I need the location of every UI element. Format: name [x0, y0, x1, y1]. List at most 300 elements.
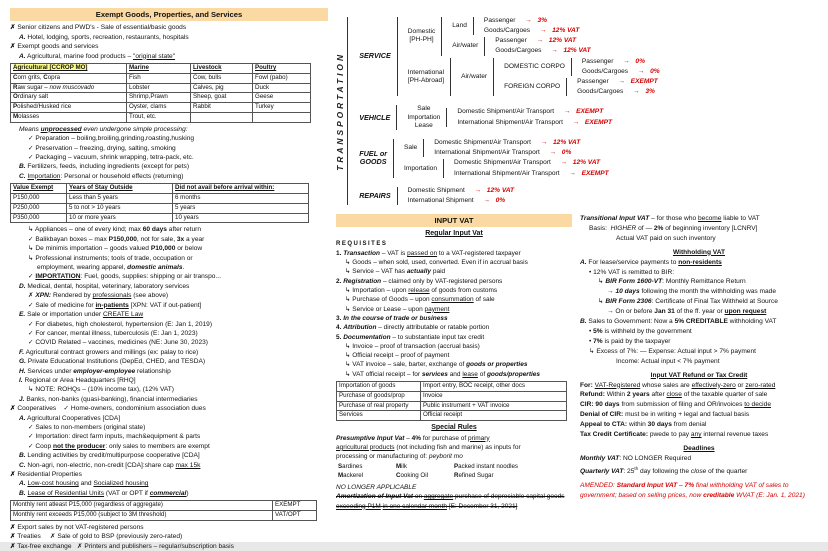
table-header-row — [11, 184, 309, 194]
table-cell: Invoice — [421, 391, 567, 401]
tree-label-line: Passenger — [483, 16, 516, 24]
text-line: ✗ Treaties ✗ Sale of gold to BSP (previously zero-rated) — [10, 533, 183, 541]
table-row — [11, 203, 309, 213]
table-row — [11, 511, 317, 521]
text-line: ✓ Sales to non-members (original state) — [28, 423, 146, 431]
exempt-intro-lines — [10, 23, 328, 61]
arrow-icon: → — [569, 169, 576, 177]
text-line: Denial of CIR: must be in writing + legal and factual basis — [580, 411, 750, 419]
arrow-icon: → — [536, 37, 544, 45]
exempt-section-title: Exempt Goods, Properties, and Services — [10, 8, 328, 21]
table-cell: Ordinary salt — [11, 93, 127, 103]
regular-input-vat-heading: Regular Input Vat — [425, 230, 483, 238]
table-cell: Duck — [253, 83, 311, 93]
tree-label-line: Domestic Shipment — [407, 186, 465, 194]
rate-value: 0% — [635, 57, 645, 65]
table-header-cell: Value Exempt — [11, 184, 67, 194]
table-cell: 6 months — [173, 194, 309, 204]
tree-children — [446, 108, 612, 126]
arrow-icon: → — [572, 118, 580, 126]
tree-label-line: FOREIGN CORPO — [504, 83, 561, 91]
text-line: A. For lease/service payments to non-residents — [580, 258, 722, 266]
tree-node — [403, 105, 612, 130]
table-cell: Less than 5 years — [67, 194, 173, 204]
table-cell: 10 years — [173, 213, 309, 223]
table-cell: Rabbit — [191, 103, 253, 113]
tree-label-line: Land — [452, 21, 467, 29]
text-line: ✗ Export sales by not VAT-registered persons — [10, 523, 144, 531]
tree-label — [430, 149, 544, 157]
table-row — [337, 382, 567, 392]
text-line: Withholding VAT — [672, 248, 726, 256]
rate-value: EXEMPT — [630, 77, 658, 85]
rate-value: 12% VAT — [548, 37, 577, 45]
tree-label — [578, 68, 632, 76]
tree-label — [355, 114, 394, 122]
table-cell: Import entry, BOC receipt, other docs — [421, 382, 567, 392]
tree-label-line: REPAIRS — [359, 190, 391, 200]
tree-label-line: International Shipment/Air Transport — [457, 118, 563, 126]
table-cell: Corn grits, Copra — [11, 73, 127, 83]
text-line: ✓ Preparation – boiling,broiling,grinding,roasting,husking — [28, 135, 195, 143]
tree-label — [450, 170, 564, 178]
tree-label — [480, 17, 520, 25]
table-cell: Importation of goods — [337, 382, 421, 392]
text-line: ✗ Tax-free exchange ✗ Printers and publishers – regular/subscription basis — [10, 542, 234, 550]
table-cell: Services — [337, 411, 421, 421]
tree-node — [480, 17, 579, 25]
table-cell: Fowl (pabo) — [253, 73, 311, 83]
table-cell: P150,000 — [11, 194, 67, 204]
tree-label-line: Air/water — [452, 42, 479, 50]
text-line: → On or before Jan 31 of the ff. year or upon request — [607, 308, 767, 316]
tree-label-line: [PH-Abroad] — [407, 76, 445, 84]
tree-label-line: Importation — [404, 164, 438, 172]
tree-label — [448, 22, 471, 30]
tree-node — [578, 68, 660, 76]
text-line: Means unprocessed even undergone simple processing: — [19, 125, 188, 133]
text-line: ✓ Coop not the producer: only sales to members are exempt — [28, 442, 210, 450]
table-header-cell: Years of Stay Outside — [67, 184, 173, 194]
text-line: ↳ Appliances – one of every kind; max 60 days after return — [28, 226, 202, 234]
table-header-cell: Did not avail before arrival within: — [173, 184, 309, 194]
rate-value: 12% VAT — [552, 26, 580, 34]
text-line: A. Low-cost housing and Socialized housing — [19, 480, 149, 488]
arrow-icon: → — [474, 186, 482, 194]
tree-label — [404, 187, 469, 195]
tree-node — [573, 78, 658, 86]
table-cell — [253, 113, 311, 123]
tree-label-line: Domestic Shipment/Air Transport — [457, 108, 555, 116]
text-line: agricultural products (not including fish and marine) as inputs for — [336, 443, 521, 451]
tree-label — [430, 139, 535, 147]
table-cell: Packed instant noodles — [454, 463, 518, 471]
table-cell: Turkey — [253, 103, 311, 113]
text-line: Monthly VAT: NO LONGER Required — [580, 454, 692, 462]
text-line: For: VAT-Registered whose sales are effectively-zero or zero-rated — [580, 381, 776, 389]
text-line: • 7% is paid by the taxpayer — [589, 337, 671, 345]
arrow-icon: → — [551, 47, 558, 55]
table-cell: Purchase of goods/prop — [337, 391, 421, 401]
text-line: ↳ VAT official receipt – for services and lease of goods/properties — [345, 370, 541, 378]
text-line: Tax Credit Certificate: pwede to pay any internal revenue taxes — [580, 431, 769, 439]
text-line: F. Agricultural contract growers and millings (ex: palay to rice) — [19, 348, 199, 356]
text-line: ✓ Preservation – freezing, drying, salting, smoking — [28, 144, 176, 152]
tree-label-line: GOODS — [359, 157, 387, 167]
table-header-row — [11, 64, 311, 74]
tree-label-line: Goods/Cargoes — [483, 26, 531, 34]
table-cell: Monthly rent exceeds P15,000 (subject to 3M threshold) — [11, 511, 273, 521]
text-line: ✓ COVID Related – vaccines, medicines (NE: June 30, 2023) — [28, 339, 208, 347]
text-line: Amortization of Input Vat on aggregate purchase of depreciable capital goods exceeding P1M in one calendar month [E: December 31, 2021] — [336, 493, 565, 510]
text-line: ↳ Purchase of Goods – upon consummation of sale — [345, 296, 495, 304]
tree-children — [397, 17, 660, 97]
tree-label-line: Air/water — [461, 72, 488, 80]
tree-label-line: Goods/Cargoes — [495, 47, 542, 55]
table-cell: 10 or more years — [67, 213, 173, 223]
tree-node — [457, 58, 660, 97]
table-cell: Calves, pig — [191, 83, 253, 93]
tree-label-line: Sale — [417, 105, 431, 113]
text-line: ✓ Packaging – vacuum, shrink wrapping, tetra-pack, etc. — [28, 154, 194, 162]
presumptive-products-table — [336, 463, 564, 481]
rate-value: 12% VAT — [486, 186, 515, 194]
text-line: employment, wearing apparel, domestic animals. — [37, 264, 185, 272]
tree-label-line: Domestic — [407, 27, 436, 35]
tree-children — [473, 17, 579, 35]
tree-node — [355, 139, 659, 178]
tree-label — [450, 159, 555, 167]
arrow-icon: → — [525, 16, 532, 24]
transportation-tree — [347, 17, 659, 205]
text-line: ✓ IMPORTATION: Fuel, goods, supplies: shipping or air transpo... — [28, 273, 221, 281]
text-line: J. Banks, non-banks (quasi-banking), financial intermediaries — [19, 395, 198, 403]
rate-value: 0% — [561, 149, 572, 157]
table-cell: Fish — [127, 73, 191, 83]
special-rules-heading: Special Rules — [431, 424, 477, 432]
text-line: ✓ Balikbayan boxes – max P150,000, not for sale, 3x a year — [28, 235, 205, 243]
table-header-cell: Agricultural [CCROP MO] — [11, 64, 127, 74]
text-line: ↳ NOTE: ROHQs – (10% income tax), (12% VAT) — [28, 386, 174, 394]
tree-label — [404, 28, 439, 44]
tree-label — [355, 150, 391, 166]
table-cell: Public instrument + VAT invoice — [421, 401, 567, 411]
text-line: B. Sales to Government: Now a 5% CREDITABLE withholding VAT — [580, 318, 777, 326]
tree-label — [457, 73, 491, 81]
tree-node — [355, 17, 659, 97]
text-line: 2. Registration – claimed only by VAT-registered persons — [336, 277, 503, 285]
tree-node — [355, 105, 659, 130]
text-line: Refund: Within 2 years after close of the taxable quarter of sale — [580, 391, 768, 399]
table-cell: Lobster — [127, 83, 191, 93]
tree-label-line: Passenger — [581, 57, 614, 65]
table-cell: Purchase of real property — [337, 401, 421, 411]
tree-label — [573, 78, 613, 86]
text-line: ↳ De minimis importation – goods valued P10,000 or below — [28, 245, 203, 253]
tree-children — [566, 78, 658, 96]
text-line: ↳ Service – VAT has actually paid — [345, 268, 446, 276]
table-cell: Milk — [396, 463, 407, 471]
right-area — [336, 8, 818, 534]
table-cell: VAT/OPT — [273, 511, 317, 521]
table-row — [336, 472, 564, 481]
table-header-cell: Marine — [127, 64, 191, 74]
text-line: B. Lending activities by credit/multipurpose cooperative [CDA] — [19, 452, 200, 460]
rate-value: EXEMPT — [576, 108, 604, 116]
text-line: ↳ Service or Lease – upon payment — [345, 305, 450, 313]
tree-label-line: Goods/Cargoes — [577, 88, 624, 96]
rate-value: 0% — [650, 67, 660, 75]
tree-label — [355, 192, 394, 200]
table-cell: Sheep, goat — [191, 93, 253, 103]
text-line: C. Importation: Personal or household effects (returning) — [19, 172, 184, 180]
table-cell: P250,000 — [11, 203, 67, 213]
arrow-icon: → — [623, 57, 630, 65]
text-line: I. Regional or Area Headquarters [RHQ] — [19, 376, 136, 384]
tree-label-line: [PH-PH] — [409, 36, 434, 44]
text-line: ✓ Importation: direct farm inputs, mach&equipment & parts — [28, 433, 201, 441]
table-cell: Molasses — [11, 113, 127, 123]
tree-label-line: SERVICE — [359, 51, 391, 61]
tree-node — [450, 170, 609, 178]
rate-value: 3% — [537, 16, 547, 24]
rate-value: 12% VAT — [552, 139, 581, 146]
table-cell: Raw sugar – now muscovado — [11, 83, 127, 93]
text-line: A. Agricultural Cooperatives [CDA] — [19, 414, 121, 422]
tree-label — [480, 27, 534, 35]
notes-column — [580, 214, 818, 534]
tree-node — [355, 187, 659, 205]
text-line: → 10 days following the month the withholding was made — [607, 288, 776, 296]
rate-value: EXEMPT — [584, 118, 613, 126]
text-line: ✗ Senior citizens and PWD's - Sale of essential/basic goods — [10, 24, 187, 32]
text-line: ✓ Sale of medicine for in-patients [XPN: VAT if out-patient] — [28, 301, 202, 309]
table-cell: 5 years — [173, 203, 309, 213]
text-line: NO LONGER APPLICABLE — [336, 484, 417, 492]
text-line: Deadlines — [683, 444, 715, 452]
amortization-lines — [336, 483, 572, 511]
text-line: E. Sale or importation under CREATE Law — [19, 311, 144, 319]
tree-label — [448, 42, 482, 50]
text-line: A. Agricultural, marine food products – "original state" — [19, 52, 176, 60]
tree-label — [491, 47, 545, 55]
tree-node — [453, 119, 612, 127]
table-row — [11, 213, 309, 223]
text-line: 5. Documentation – to substantiate input tax credit — [336, 333, 485, 341]
tree-node — [400, 159, 609, 177]
tree-children — [393, 139, 609, 178]
text-line: ✗ XPN: Rendered by professionals (see above) — [28, 292, 169, 300]
rate-value: EXEMPT — [581, 169, 609, 177]
table-row — [336, 463, 564, 472]
tree-children — [441, 17, 590, 56]
tree-children — [571, 58, 660, 76]
tree-children — [450, 58, 660, 97]
text-line: C. Non-agri, non-electric, non-credit [CDA]:share cap max 15k — [19, 461, 201, 469]
text-line: ✗ Residential Properties — [10, 471, 82, 478]
arrow-icon: → — [483, 197, 490, 205]
arrow-icon: → — [637, 67, 645, 75]
tree-label-line: DOMESTIC CORPO — [504, 62, 565, 70]
tree-node — [448, 17, 590, 35]
text-line: Transitional Input VAT – for those who become liable to VAT — [580, 215, 760, 222]
rate-value: 0% — [495, 197, 506, 205]
table-cell: Geese — [253, 93, 311, 103]
text-line: ↳ Goods – when sold, used, converted. Even if in accrual basis — [345, 259, 528, 267]
tree-node — [500, 78, 660, 96]
tree-label-line: Domestic Shipment/Air Transport — [454, 159, 551, 167]
tree-label — [578, 58, 618, 66]
tree-node — [450, 159, 609, 167]
tree-children — [397, 187, 514, 205]
rate-value: 12% VAT — [572, 159, 601, 167]
tree-node — [400, 139, 609, 157]
arrow-icon: → — [540, 139, 548, 146]
arrow-icon: → — [560, 159, 568, 167]
importation-value-table — [10, 183, 309, 223]
processing-lines — [10, 125, 328, 181]
tree-node — [491, 47, 590, 55]
text-line: REQUISITES — [336, 240, 388, 247]
table-row — [337, 401, 567, 411]
arrow-icon: → — [563, 108, 571, 116]
tree-children — [493, 58, 660, 97]
table-cell: Monthly rent atleast P15,000 (regardless of aggregate) — [11, 501, 273, 511]
table-header-cell: Livestock — [191, 64, 253, 74]
table-cell: Refined Sugar — [454, 472, 494, 480]
table-cell: EXEMPT — [273, 501, 317, 511]
table-cell: Oyster, clams — [127, 103, 191, 113]
tree-label-line: Importation — [407, 113, 441, 121]
rate-value: 12% VAT — [563, 47, 591, 55]
text-line: Input VAT Refund or Tax Credit — [650, 371, 748, 379]
text-line: ↳ VAT invoice – sale, barter, exchange of goods or properties — [345, 361, 528, 369]
table-cell: 5 to not > 10 years — [67, 203, 173, 213]
text-line: Presumptive Input Vat – 4% for purchase of primary — [336, 434, 490, 442]
tree-node — [404, 58, 660, 97]
tree-node — [430, 139, 580, 147]
tree-node — [448, 37, 590, 55]
table-row — [11, 103, 311, 113]
text-line: Actual VAT paid on such inventory — [616, 234, 716, 242]
tree-label — [404, 197, 478, 205]
tree-node — [430, 149, 580, 157]
text-line: B. Lease of Residential Units (VAT or OPT if commercial) — [19, 489, 189, 497]
text-line: A. Hotel, lodging, sports, recreation, restaurants, hospitals — [19, 33, 189, 41]
tree-label-line: VEHICLE — [359, 112, 391, 122]
tree-label-line: International Shipment/Air Transport — [454, 169, 560, 177]
lower-columns — [336, 214, 818, 534]
table-cell: Shrimp,Prawn — [127, 93, 191, 103]
tree-node — [500, 58, 660, 76]
tree-label-line: International Shipment — [407, 197, 474, 205]
text-line: processing or manufacturing of: peyborit mo — [336, 453, 463, 461]
table-cell: Cooking Oil — [396, 472, 428, 480]
tree-label-line: Domestic Shipment/Air Transport — [434, 139, 531, 146]
tree-label-line: Sale — [404, 144, 418, 152]
documentation-table — [336, 381, 567, 421]
tree-label — [573, 88, 627, 96]
arrow-icon: → — [618, 77, 625, 85]
tree-children — [484, 37, 590, 55]
exempt-detail-lines — [10, 225, 328, 498]
table-row — [11, 501, 317, 511]
text-line: ↳ Invoice – proof of transaction (accrual basis) — [345, 342, 480, 350]
tree-node — [491, 37, 590, 45]
table-cell: P350,000 — [11, 213, 67, 223]
tree-node — [573, 88, 658, 96]
tree-label-line: Goods/Cargoes — [581, 67, 629, 75]
text-line: AMENDED: Standard Input VAT – 7% final withholding VAT of sales to government; based on selling prices, now creditable WVAT (E: Jan. 1, 2021) — [580, 481, 805, 499]
text-line: ✓ For diabetes, high cholesterol, hypertension (E: Jan 1, 2019) — [28, 320, 213, 328]
tree-label — [453, 108, 558, 116]
text-line: ↳ Official receipt – proof of payment — [345, 352, 450, 360]
table-row — [11, 83, 311, 93]
tree-children — [443, 159, 609, 177]
tree-node — [480, 27, 579, 35]
table-cell: Trout, etc. — [127, 113, 191, 123]
table-row — [11, 73, 311, 83]
tree-children — [423, 139, 580, 157]
input-vat-column — [336, 214, 572, 534]
table-header-cell: Poultry — [253, 64, 311, 74]
transportation-diagram — [336, 8, 818, 214]
text-line: ✗ Cooperatives ✓ Home-owners, condominium association dues — [10, 405, 206, 413]
table-row — [337, 411, 567, 421]
text-line: ↳ Professional instruments; tools of trade, occupation or — [28, 254, 193, 262]
text-line: Quarterly VAT: 25th day following the close of the quarter — [580, 465, 748, 475]
rate-value: 3% — [645, 88, 655, 96]
tree-label — [500, 83, 564, 91]
table-row — [11, 113, 311, 123]
table-cell: Cow, bulls — [191, 73, 253, 83]
input-vat-title: INPUT VAT — [336, 214, 572, 227]
tree-label — [403, 105, 444, 130]
tree-node — [404, 197, 514, 205]
agri-products-table — [10, 63, 311, 123]
notes-lines — [580, 214, 818, 501]
table-row — [11, 93, 311, 103]
text-line: ✓ For cancer, mental illness, tuberculosis (E: Jan 1, 2023) — [28, 329, 198, 337]
tree-label — [453, 119, 567, 127]
text-line: Income: Actual input < 7% payment — [616, 357, 720, 365]
tree-label-line: International — [407, 68, 445, 76]
text-line: ↳ Excess of 7%: — Expense: Actual input > 7% payment — [589, 347, 756, 355]
text-line: B. Fertilizers, feeds, including ingredients (except for pets) — [19, 163, 190, 171]
tree-label-line: Passenger — [495, 37, 527, 45]
tree-label-line: International Shipment/Air Transport — [434, 149, 540, 157]
transportation-label: TRANSPORTATION — [335, 51, 345, 171]
table-cell: Official receipt — [421, 411, 567, 421]
table-row — [11, 194, 309, 204]
tree-label — [400, 165, 441, 173]
tree-node — [404, 187, 514, 195]
tree-children — [396, 105, 612, 130]
tree-label-line: Lease — [414, 121, 433, 129]
tree-label — [500, 63, 569, 71]
text-line: D. Medical, dental, hospital, veterinary, laboratory services — [19, 282, 190, 290]
text-line: ↳ Importation – upon release of goods from customs — [345, 287, 498, 295]
text-line: Basis: HIGHER of — 2% of beginning inventory [LCNRV] — [589, 224, 758, 232]
table-cell: Sardines — [338, 463, 363, 471]
tree-label — [491, 37, 531, 45]
residential-rent-table — [10, 500, 317, 521]
table-row — [337, 391, 567, 401]
text-line: Appeal to CTA: within 30 days from denial — [580, 421, 707, 429]
tree-label — [355, 52, 395, 60]
presumptive-lines — [336, 434, 572, 462]
text-line: G. Private Educational Institutions (DepEd, CHED, and TESDA) — [19, 358, 206, 366]
